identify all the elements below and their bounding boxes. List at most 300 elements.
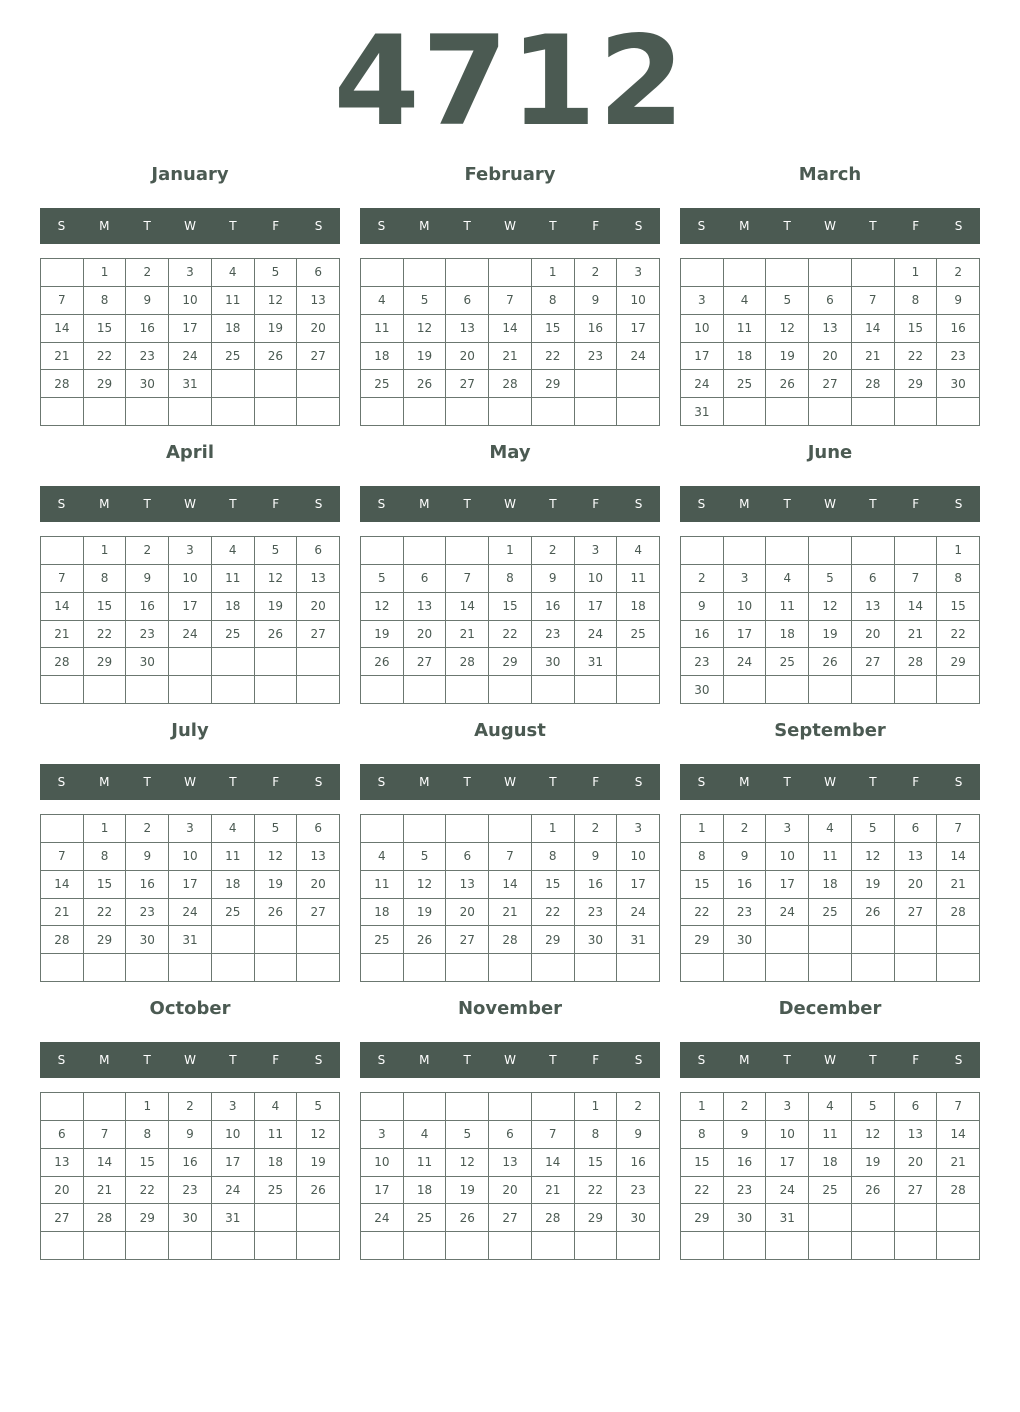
weekday-label: M [99,775,110,789]
weekday-label: M [419,775,430,789]
empty-cell [489,954,532,982]
day-cell: 15 [575,1149,618,1177]
day-cell: 23 [532,621,575,649]
empty-cell [169,1232,212,1260]
day-cell: 16 [724,1149,767,1177]
day-cell: 8 [532,287,575,315]
day-cell: 18 [212,315,255,343]
day-cell: 19 [255,871,298,899]
day-cell: 21 [84,1177,127,1205]
day-cell: 23 [169,1177,212,1205]
day-cell: 29 [84,370,127,398]
day-cell: 21 [446,621,489,649]
day-cell: 9 [126,843,169,871]
weekday-label: W [824,219,836,233]
weekday-label: W [184,219,196,233]
day-cell: 12 [852,1121,895,1149]
day-cell: 11 [809,1121,852,1149]
day-cell: 26 [255,343,298,371]
day-cell: 15 [937,593,980,621]
day-cell: 19 [404,343,447,371]
weekday-label: S [377,1053,386,1067]
empty-cell [809,926,852,954]
day-cell: 9 [575,287,618,315]
day-cell: 26 [446,1204,489,1232]
day-cell: 5 [766,287,809,315]
day-cell: 28 [895,648,938,676]
day-cell: 12 [404,871,447,899]
day-cell: 8 [489,565,532,593]
empty-cell [532,954,575,982]
day-cell: 6 [809,287,852,315]
day-cell: 2 [126,259,169,287]
weekday-label: F [912,1053,920,1067]
weekday-label: F [912,497,920,511]
day-cell: 16 [126,315,169,343]
empty-cell [255,1204,298,1232]
day-cell: 27 [297,343,340,371]
day-cell: 22 [681,1177,724,1205]
day-cell: 23 [937,343,980,371]
day-cell: 15 [84,315,127,343]
day-cell: 12 [255,843,298,871]
day-cell: 1 [575,1093,618,1121]
day-cell: 2 [169,1093,212,1121]
day-cell: 26 [809,648,852,676]
day-cell: 20 [297,315,340,343]
day-cell: 10 [766,843,809,871]
empty-cell [575,370,618,398]
day-cell: 22 [126,1177,169,1205]
month-name: October [149,998,231,1019]
empty-cell [895,676,938,704]
day-cell: 25 [212,343,255,371]
empty-cell [766,676,809,704]
day-cell: 6 [404,565,447,593]
empty-cell [617,370,660,398]
day-cell: 11 [212,565,255,593]
day-cell: 19 [766,343,809,371]
day-cell: 25 [255,1177,298,1205]
day-cell: 15 [532,871,575,899]
day-cell: 5 [852,1093,895,1121]
day-cell: 25 [617,621,660,649]
day-cell: 8 [681,843,724,871]
day-cell: 5 [361,565,404,593]
day-cell: 20 [446,899,489,927]
day-cell: 27 [404,648,447,676]
day-cell: 3 [361,1121,404,1149]
weekday-label: W [504,775,516,789]
day-cell: 1 [84,815,127,843]
empty-cell [297,1204,340,1232]
empty-cell [361,259,404,287]
day-cell: 30 [724,926,767,954]
day-cell: 24 [617,343,660,371]
day-cell: 4 [361,287,404,315]
day-cell: 13 [446,871,489,899]
empty-cell [297,926,340,954]
day-cell: 28 [937,1177,980,1205]
empty-cell [766,537,809,565]
weekday-label: T [783,219,791,233]
weekday-label: T [549,497,557,511]
day-cell: 24 [766,1177,809,1205]
empty-cell [212,954,255,982]
weekday-header [680,208,980,244]
day-cell: 31 [681,398,724,426]
day-cell: 29 [126,1204,169,1232]
day-cell: 11 [255,1121,298,1149]
day-cell: 30 [937,370,980,398]
day-cell: 11 [361,871,404,899]
day-cell: 30 [617,1204,660,1232]
day-cell: 29 [937,648,980,676]
weekday-label: S [697,219,706,233]
day-cell: 28 [41,648,84,676]
day-cell: 13 [404,593,447,621]
day-cell: 14 [446,593,489,621]
day-cell: 17 [766,871,809,899]
day-cell: 29 [681,1204,724,1232]
day-cell: 21 [489,899,532,927]
day-cell: 6 [852,565,895,593]
day-cell: 24 [169,343,212,371]
weekday-label: S [314,219,323,233]
weekday-label: M [419,1053,430,1067]
day-cell: 15 [84,593,127,621]
weekday-label: W [184,1053,196,1067]
month-name: February [464,164,556,185]
weekday-label: F [592,219,600,233]
day-cell: 5 [255,815,298,843]
day-cell: 4 [617,537,660,565]
empty-cell [212,926,255,954]
day-cell: 2 [575,815,618,843]
day-cell: 21 [532,1177,575,1205]
day-grid [680,1092,980,1260]
weekday-label: S [954,497,963,511]
day-cell: 2 [126,537,169,565]
day-cell: 12 [852,843,895,871]
month-name: August [474,720,546,741]
day-cell: 9 [169,1121,212,1149]
empty-cell [41,1093,84,1121]
weekday-label: T [463,775,471,789]
weekday-label: M [99,1053,110,1067]
day-cell: 7 [937,1093,980,1121]
day-cell: 23 [126,899,169,927]
empty-cell [84,1232,127,1260]
day-cell: 10 [361,1149,404,1177]
day-cell: 14 [937,1121,980,1149]
day-cell: 3 [766,815,809,843]
day-cell: 14 [852,315,895,343]
day-cell: 27 [809,370,852,398]
day-cell: 27 [489,1204,532,1232]
day-cell: 1 [84,537,127,565]
day-cell: 1 [532,259,575,287]
weekday-label: T [143,219,151,233]
day-cell: 8 [937,565,980,593]
day-cell: 27 [297,899,340,927]
empty-cell [212,1232,255,1260]
day-cell: 26 [297,1177,340,1205]
day-cell: 3 [169,259,212,287]
weekday-label: W [824,1053,836,1067]
day-cell: 21 [937,871,980,899]
day-grid [40,258,340,426]
empty-cell [937,926,980,954]
day-cell: 28 [84,1204,127,1232]
empty-cell [617,1232,660,1260]
day-cell: 11 [404,1149,447,1177]
day-cell: 15 [84,871,127,899]
day-cell: 22 [84,899,127,927]
day-grid [680,258,980,426]
empty-cell [361,1093,404,1121]
day-cell: 3 [617,259,660,287]
weekday-label: S [634,219,643,233]
weekday-label: S [377,219,386,233]
day-cell: 28 [489,370,532,398]
day-cell: 24 [724,648,767,676]
day-cell: 19 [255,315,298,343]
day-cell: 11 [724,315,767,343]
day-cell: 5 [852,815,895,843]
weekday-label: T [783,775,791,789]
weekday-label: F [592,775,600,789]
day-cell: 16 [169,1149,212,1177]
day-cell: 3 [575,537,618,565]
weekday-label: S [57,775,66,789]
day-cell: 14 [937,843,980,871]
day-cell: 21 [895,621,938,649]
empty-cell [126,1232,169,1260]
day-cell: 18 [617,593,660,621]
empty-cell [41,259,84,287]
empty-cell [361,954,404,982]
day-cell: 24 [575,621,618,649]
day-cell: 23 [724,899,767,927]
weekday-label: M [99,497,110,511]
empty-cell [212,370,255,398]
day-cell: 10 [169,287,212,315]
day-cell: 17 [361,1177,404,1205]
empty-cell [617,398,660,426]
empty-cell [766,1232,809,1260]
weekday-label: M [419,219,430,233]
day-cell: 22 [681,899,724,927]
empty-cell [169,648,212,676]
day-cell: 25 [212,899,255,927]
day-cell: 10 [617,287,660,315]
month-name: November [457,998,563,1019]
empty-cell [852,398,895,426]
empty-cell [809,954,852,982]
day-cell: 25 [809,899,852,927]
day-cell: 17 [169,871,212,899]
day-cell: 15 [895,315,938,343]
day-cell: 23 [126,343,169,371]
day-cell: 1 [126,1093,169,1121]
empty-cell [724,259,767,287]
empty-cell [169,676,212,704]
year-title: 4712 [333,10,687,154]
day-cell: 16 [937,315,980,343]
empty-cell [361,1232,404,1260]
day-cell: 26 [255,621,298,649]
day-grid [360,814,660,982]
day-cell: 14 [532,1149,575,1177]
empty-cell [895,954,938,982]
day-cell: 5 [255,259,298,287]
day-cell: 17 [169,593,212,621]
day-cell: 25 [212,621,255,649]
day-cell: 12 [446,1149,489,1177]
day-cell: 24 [212,1177,255,1205]
day-cell: 4 [212,815,255,843]
day-cell: 17 [724,621,767,649]
day-cell: 20 [297,593,340,621]
day-cell: 9 [532,565,575,593]
weekday-label: T [143,1053,151,1067]
day-cell: 23 [575,343,618,371]
day-cell: 6 [446,287,489,315]
day-cell: 9 [937,287,980,315]
day-cell: 6 [41,1121,84,1149]
day-cell: 7 [41,565,84,593]
day-cell: 18 [724,343,767,371]
empty-cell [766,926,809,954]
day-cell: 18 [255,1149,298,1177]
day-cell: 7 [489,287,532,315]
day-cell: 8 [84,287,127,315]
empty-cell [446,1232,489,1260]
day-cell: 10 [766,1121,809,1149]
weekday-label: W [184,497,196,511]
day-cell: 20 [809,343,852,371]
day-cell: 12 [361,593,404,621]
day-cell: 22 [532,343,575,371]
day-cell: 7 [895,565,938,593]
empty-cell [852,537,895,565]
day-cell: 28 [41,926,84,954]
weekday-label: F [592,1053,600,1067]
day-cell: 14 [489,871,532,899]
day-cell: 2 [532,537,575,565]
day-cell: 8 [84,843,127,871]
empty-cell [724,676,767,704]
day-cell: 21 [41,343,84,371]
empty-cell [489,1232,532,1260]
day-cell: 1 [84,259,127,287]
empty-cell [724,954,767,982]
weekday-label: T [869,1053,877,1067]
day-cell: 26 [255,899,298,927]
day-cell: 17 [575,593,618,621]
day-grid [360,536,660,704]
weekday-label: T [549,1053,557,1067]
empty-cell [255,1232,298,1260]
day-cell: 23 [617,1177,660,1205]
empty-cell [404,815,447,843]
day-cell: 28 [852,370,895,398]
empty-cell [489,259,532,287]
day-cell: 4 [766,565,809,593]
weekday-label: T [869,497,877,511]
empty-cell [255,926,298,954]
day-cell: 15 [681,871,724,899]
day-cell: 22 [937,621,980,649]
day-cell: 2 [617,1093,660,1121]
weekday-label: S [377,775,386,789]
day-cell: 23 [575,899,618,927]
weekday-label: S [634,497,643,511]
day-cell: 27 [895,899,938,927]
weekday-label: S [697,775,706,789]
empty-cell [255,370,298,398]
day-cell: 28 [937,899,980,927]
day-cell: 10 [681,315,724,343]
empty-cell [617,648,660,676]
empty-cell [724,537,767,565]
empty-cell [404,1093,447,1121]
weekday-label: S [314,775,323,789]
empty-cell [575,954,618,982]
day-cell: 9 [126,287,169,315]
weekday-label: T [229,775,237,789]
day-cell: 5 [446,1121,489,1149]
empty-cell [212,398,255,426]
day-cell: 19 [809,621,852,649]
weekday-label: T [869,219,877,233]
day-cell: 9 [617,1121,660,1149]
day-cell: 6 [297,537,340,565]
day-cell: 5 [297,1093,340,1121]
empty-cell [532,398,575,426]
weekday-label: T [783,1053,791,1067]
month-name: December [778,998,882,1019]
day-cell: 18 [361,343,404,371]
day-cell: 19 [297,1149,340,1177]
month-name: January [151,164,229,185]
day-cell: 30 [724,1204,767,1232]
day-cell: 12 [297,1121,340,1149]
weekday-header [40,764,340,800]
day-cell: 17 [617,871,660,899]
day-cell: 19 [852,871,895,899]
weekday-label: W [824,775,836,789]
weekday-label: W [504,497,516,511]
day-grid [680,536,980,704]
empty-cell [255,676,298,704]
empty-cell [169,954,212,982]
day-cell: 16 [126,871,169,899]
month-name: June [807,442,853,463]
day-cell: 31 [212,1204,255,1232]
empty-cell [766,398,809,426]
empty-cell [446,259,489,287]
day-cell: 19 [255,593,298,621]
day-cell: 6 [489,1121,532,1149]
day-cell: 7 [532,1121,575,1149]
empty-cell [404,954,447,982]
day-cell: 23 [681,648,724,676]
empty-cell [489,398,532,426]
day-cell: 12 [809,593,852,621]
day-cell: 30 [126,370,169,398]
